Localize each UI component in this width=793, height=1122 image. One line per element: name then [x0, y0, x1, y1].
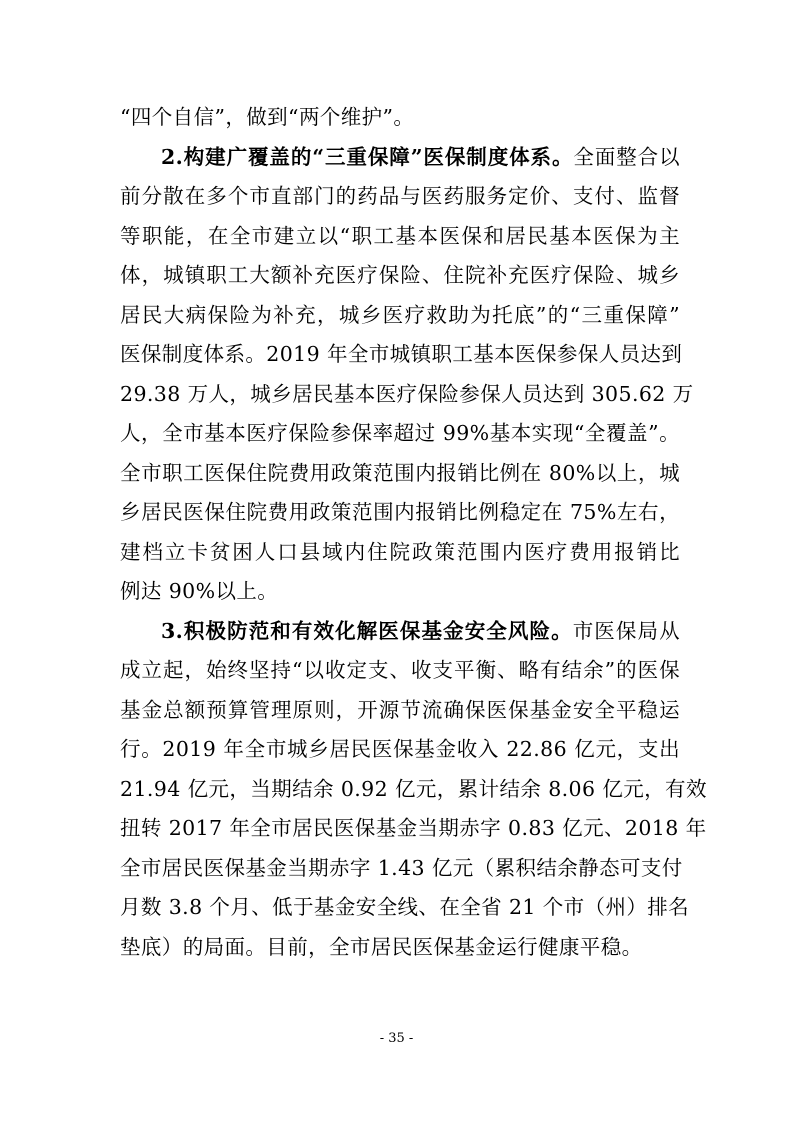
- text-line: 基金总额预算管理原则，开源节流确保医保基金安全平稳运: [120, 697, 680, 722]
- text-line: 体，城镇职工大额补充医疗保险、住院补充医疗保险、城乡: [120, 263, 680, 287]
- text-line: 21.94 亿元，当期结余 0.92 亿元，累计结余 8.06 亿元，有效: [120, 776, 707, 801]
- text-line: “四个自信”，做到“两个维护”。: [120, 105, 415, 129]
- text-line-with-heading: [120, 138, 680, 178]
- section-heading: 2.构建广覆盖的“三重保障”医保制度体系。: [161, 144, 574, 169]
- paragraph-continuation: [120, 98, 680, 138]
- text-line: 居民大病保险为补充，城乡医疗救助为托底”的“三重保障”: [120, 302, 680, 327]
- text-line: 扭转 2017 年全市居民医保基金当期赤字 0.83 亿元、2018 年: [120, 816, 707, 840]
- text-line-with-heading: [120, 612, 680, 652]
- text-line: 前分散在多个市直部门的药品与医药服务定价、支付、监督: [120, 184, 680, 208]
- heading-line-rest: 全面整合以: [573, 144, 680, 169]
- text-line: 全市居民医保基金当期赤字 1.43 亿元（累积结余静态可支付: [120, 855, 683, 880]
- text-line: 人，全市基本医疗保险参保率超过 99%基本实现“全覆盖”。: [120, 421, 680, 445]
- document-page: [120, 98, 707, 967]
- text-line: 行。2019 年全市城乡居民医保基金收入 22.86 亿元，支出: [120, 737, 680, 761]
- paragraph-universal-coverage: [120, 138, 694, 612]
- text-line: 医保制度体系。2019 年全市城镇职工基本医保参保人员达到: [120, 342, 683, 366]
- text-line: 全市职工医保住院费用政策范围内报销比例在 80%以上，城: [120, 460, 680, 485]
- section-heading: 3.积极防范和有效化解医保基金安全风险。: [161, 618, 573, 643]
- text-line: 例达 90%以上。: [120, 579, 279, 603]
- text-line: 29.38 万人，城乡居民基本医疗保险参保人员达到 305.62 万: [120, 381, 694, 406]
- heading-line-rest: 市医保局从: [572, 618, 681, 643]
- text-line: 等职能，在全市建立以“职工基本医保和居民基本医保为主: [120, 223, 680, 248]
- text-line: 月数 3.8 个月、低于基金安全线、在全省 21 个市（州）排名: [120, 895, 690, 919]
- paragraph-fund-risk: [120, 612, 707, 968]
- text-line: 垫底）的局面。目前，全市居民医保基金运行健康平稳。: [120, 934, 643, 959]
- text-line: 成立起，始终坚持“以收定支、收支平衡、略有结余”的医保: [120, 658, 680, 682]
- text-line: 乡居民医保住院费用政策范围内报销比例稳定在 75%左右，: [120, 500, 680, 524]
- page-number: - 35 -: [379, 1031, 414, 1046]
- text-line: 建档立卡贫困人口县域内住院政策范围内医疗费用报销比: [120, 539, 680, 564]
